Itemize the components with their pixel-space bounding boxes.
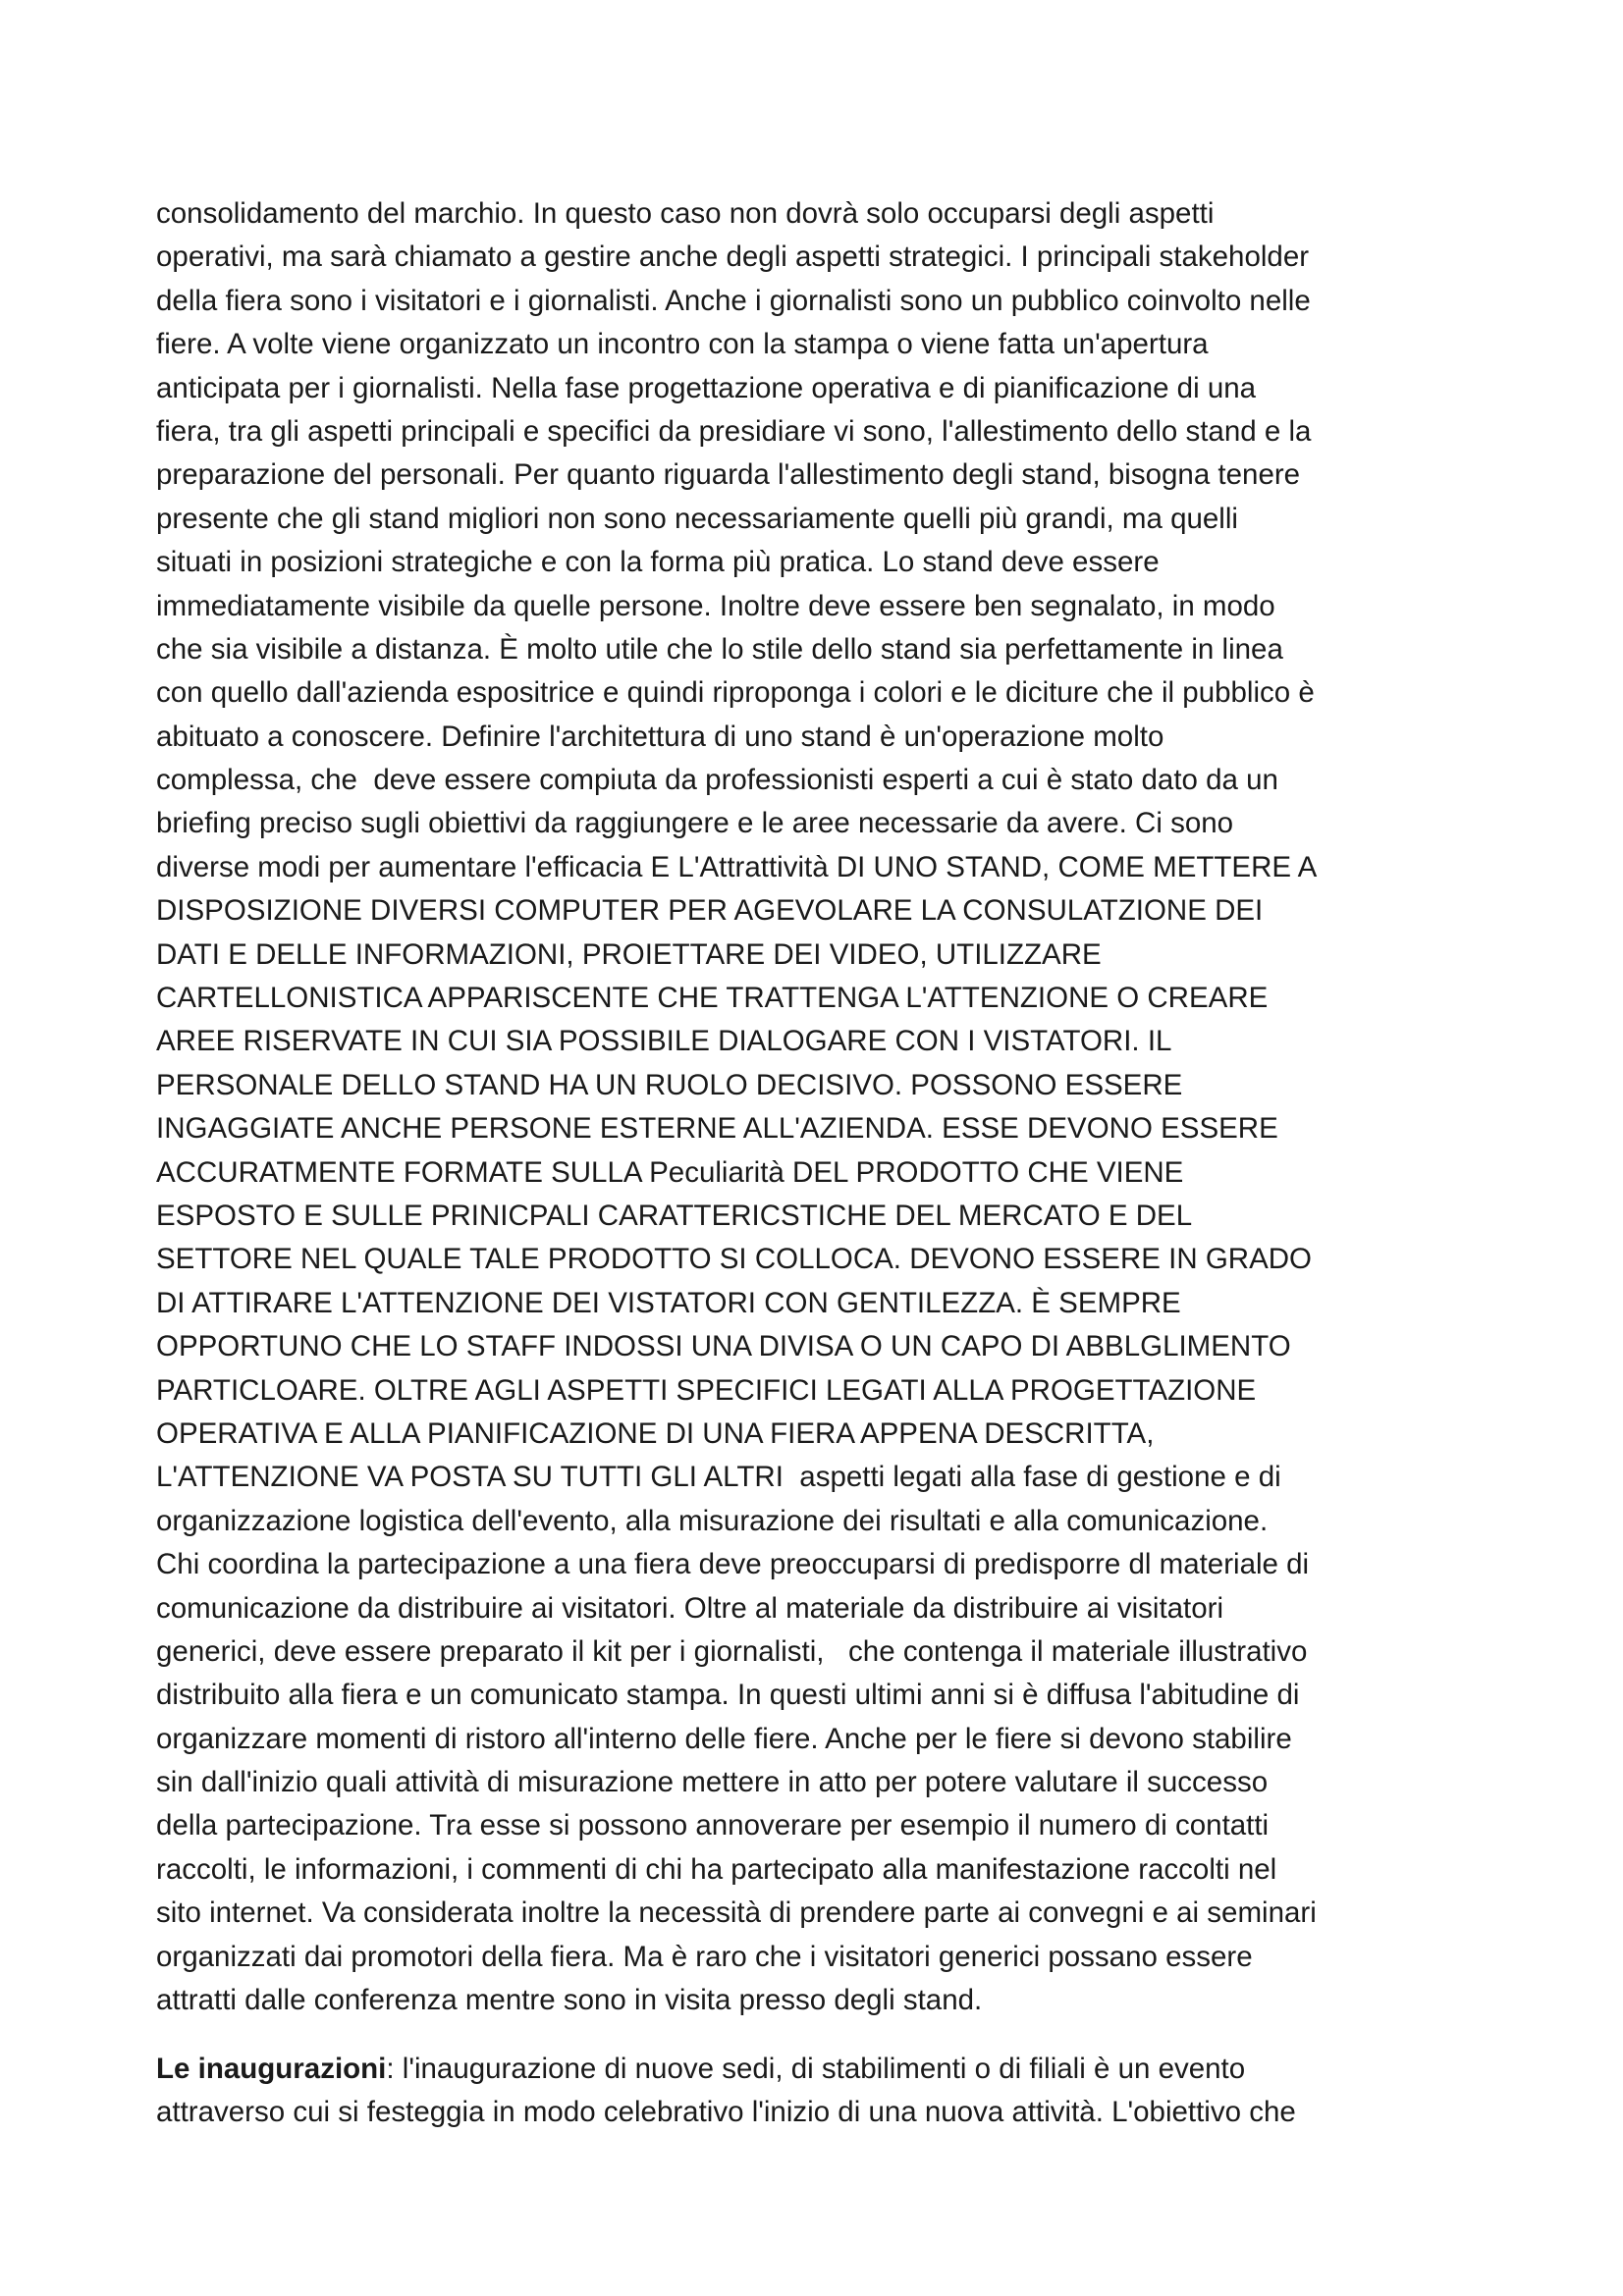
text-line: attratti dalle conferenza mentre sono in visita presso degli stand. <box>156 1984 983 2017</box>
text-line: situati in posizioni strategiche e con la forma più pratica. Lo stand deve essere <box>156 546 1160 579</box>
text-line: raccolti, le informazioni, i commenti di chi ha partecipato alla manifestazione raccolti nel <box>156 1852 1277 1886</box>
text-line: sin dall'inizio quali attività di misurazione mettere in atto per potere valutare il successo <box>156 1766 1269 1799</box>
body-paragraph <box>156 192 1501 2022</box>
text-line: DISPOSIZIONE DIVERSI COMPUTER PER AGEVOLARE LA CONSULATZIONE DEI <box>156 894 1264 928</box>
text-line: OPPORTUNO CHE LO STAFF INDOSSI UNA DIVISA O UN CAPO DI ABBLGLIMENTO <box>156 1330 1291 1363</box>
section-paragraph <box>156 2048 1501 2135</box>
text-line: della partecipazione. Tra esse si possono annoverare per esempio il numero di contatti <box>156 1809 1270 1842</box>
text-line: anticipata per i giornalisti. Nella fase progettazione operativa e di pianificazione di una <box>156 371 1257 404</box>
text-line: L'ATTENZIONE VA POSTA SU TUTTI GLI ALTRI aspetti legati alla fase di gestione e di <box>156 1461 1281 1494</box>
text-line: PERSONALE DELLO STAND HA UN RUOLO DECISIVO. POSSONO ESSERE <box>156 1068 1183 1101</box>
text-line: organizzati dai promotori della fiera. Ma è raro che i visitatori generici possano essere <box>156 1940 1253 1973</box>
text-line: comunicazione da distribuire ai visitatori. Oltre al materiale da distribuire ai visitatori <box>156 1591 1224 1625</box>
text-line: OPERATIVA E ALLA PIANIFICAZIONE DI UNA FIERA APPENA DESCRITTA, <box>156 1416 1155 1450</box>
text-line: DI ATTIRARE L'ATTENZIONE DEI VISTATORI CON GENTILEZZA. È SEMPRE <box>156 1286 1181 1319</box>
text-line: consolidamento del marchio. In questo caso non dovrà solo occuparsi degli aspetti <box>156 197 1215 230</box>
text-line: CARTELLONISTICA APPARISCENTE CHE TRATTENGA L'ATTENZIONE O CREARE <box>156 982 1269 1015</box>
text-line: complessa, che deve essere compiuta da professionisti esperti a cui è stato dato da un <box>156 764 1278 797</box>
section-first-line <box>156 2048 1501 2091</box>
text-line: SETTORE NEL QUALE TALE PRODOTTO SI COLLOCA. DEVONO ESSERE IN GRADO <box>156 1243 1313 1276</box>
text-line: con quello dall'azienda espositrice e quindi riproponga i colori e le diciture che il pubblico è <box>156 676 1315 710</box>
text-line: briefing preciso sugli obiettivi da raggiungere e le aree necessarie da avere. Ci sono <box>156 807 1234 840</box>
text-line: della fiera sono i visitatori e i giornalisti. Anche i giornalisti sono un pubblico coinvolto nelle <box>156 284 1311 317</box>
text-line: organizzare momenti di ristoro all'interno delle fiere. Anche per le fiere si devono stabilire <box>156 1722 1292 1755</box>
text-line: ESPOSTO E SULLE PRINICPALI CARATTERICSTICHE DEL MERCATO E DEL <box>156 1199 1193 1232</box>
text-line: INGAGGIATE ANCHE PERSONE ESTERNE ALL'AZIENDA. ESSE DEVONO ESSERE <box>156 1112 1278 1146</box>
text-line: operativi, ma sarà chiamato a gestire anche degli aspetti strategici. I principali stakeholder <box>156 240 1310 274</box>
text-line: diverse modi per aumentare l'efficacia E L'Attrattività DI UNO STAND, COME METTERE A <box>156 850 1318 883</box>
text-line: PARTICLOARE. OLTRE AGLI ASPETTI SPECIFICI LEGATI ALLA PROGETTAZIONE <box>156 1373 1257 1407</box>
text-line: fiera, tra gli aspetti principali e specifici da presidiare vi sono, l'allestimento dello stand e la <box>156 414 1312 448</box>
text-line: che sia visibile a distanza. È molto utile che lo stile dello stand sia perfettamente in linea <box>156 632 1283 666</box>
text-line: attraverso cui si festeggia in modo celebrativo l'inizio di una nuova attività. L'obiettivo che <box>156 2096 1296 2129</box>
section-first-line-text: : l'inaugurazione di nuove sedi, di stabilimenti o di filiali è un evento <box>386 2053 1246 2085</box>
text-line: ACCURATMENTE FORMATE SULLA Peculiarità DEL PRODOTTO CHE VIENE <box>156 1155 1184 1189</box>
text-line: distribuito alla fiera e un comunicato stampa. In questi ultimi anni si è diffusa l'abitudine di <box>156 1679 1300 1712</box>
text-line: DATI E DELLE INFORMAZIONI, PROIETTARE DEI VIDEO, UTILIZZARE <box>156 937 1102 971</box>
text-line: organizzazione logistica dell'evento, alla misurazione dei risultati e alla comunicazione. <box>156 1504 1269 1537</box>
text-line: immediatamente visibile da quelle persone. Inoltre deve essere ben segnalato, in modo <box>156 589 1275 622</box>
section-heading: Le inaugurazioni <box>156 2053 387 2085</box>
text-line: generici, deve essere preparato il kit per i giornalisti, che contenga il materiale illustrativo <box>156 1634 1308 1668</box>
text-line: abituato a conoscere. Definire l'architettura di uno stand è un'operazione molto <box>156 720 1164 753</box>
text-line: presente che gli stand migliori non sono necessariamente quelli più grandi, ma quelli <box>156 502 1238 535</box>
text-line: sito internet. Va considerata inoltre la necessità di prendere parte ai convegni e ai seminari <box>156 1896 1317 1930</box>
text-line: fiere. A volte viene organizzato un incontro con la stampa o viene fatta un'apertura <box>156 328 1209 361</box>
text-line: preparazione del personali. Per quanto riguarda l'allestimento degli stand, bisogna tenere <box>156 458 1301 492</box>
text-line: Chi coordina la partecipazione a una fiera deve preoccuparsi di predisporre dl materiale di <box>156 1548 1310 1581</box>
text-line: AREE RISERVATE IN CUI SIA POSSIBILE DIALOGARE CON I VISTATORI. IL <box>156 1025 1172 1058</box>
